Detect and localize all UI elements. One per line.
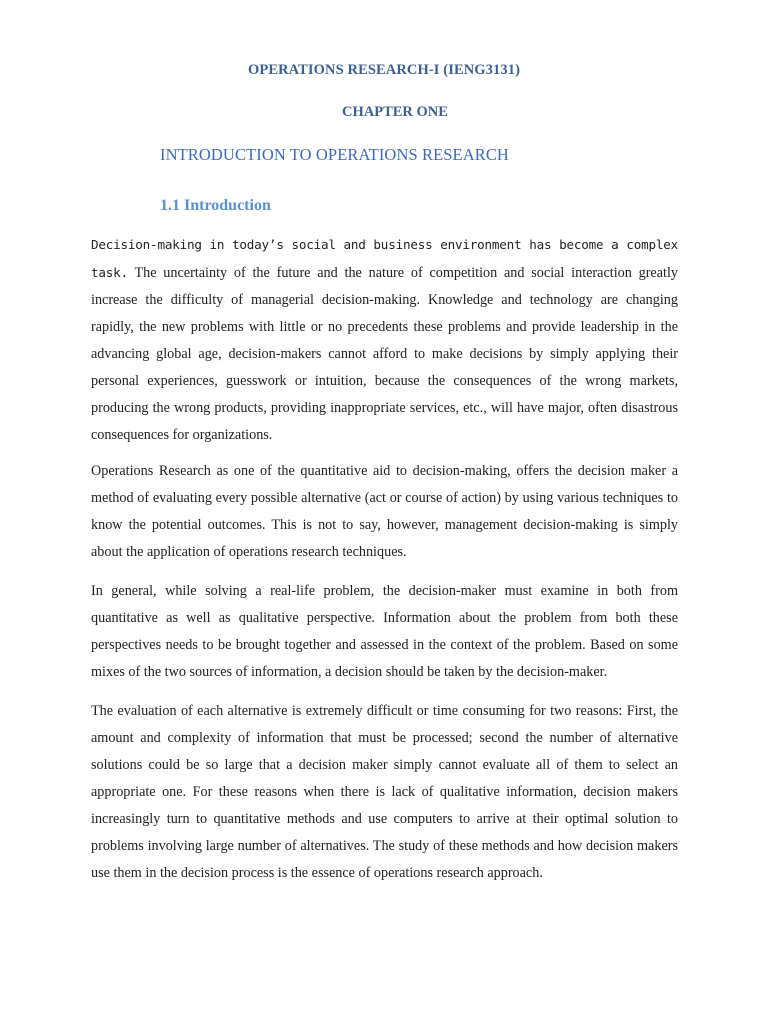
paragraph-4: The evaluation of each alternative is extremely difficult or time consuming for two reasons: First, the amount and complexity of information that must be processed; second the number of alternative solutions could be so large that a decision maker simply cannot evaluate all of them to select an appropriate one. For these reasons when there is lack of qualitative information, decision makers increasingly turn to quantitative methods and use computers to arrive at their optimal solution to problems involving large number of alternatives. The study of these methods and how decision makers use them in the decision process is the essence of operations research approach.: [91, 703, 678, 881]
paragraph-1-text: The uncertainty of the future and the nature of competition and social interaction greatly increase the difficulty of managerial decision-making. Knowledge and technology are changing rapidly, the new problems with little or no precedents these problems and provide leadership in the advancing global age, decision-makers cannot afford to make decisions by simply applying their personal experiences, guesswork or intuition, because the consequences of the wrong markets, producing the wrong products, providing inappropriate services, etc., will have major, often disastrous consequences for organizations.: [91, 265, 678, 443]
paragraph-3: In general, while solving a real-life problem, the decision-maker must examine in both from quantitative as well as qualitative perspective. Information about the problem from both these perspectives needs to be brought together and assessed in the context of the problem. Based on some mixes of the two sources of information, a decision should be taken by the decision-maker.: [91, 583, 678, 680]
section-heading: 1.1 Introduction: [160, 197, 271, 214]
main-heading: INTRODUCTION TO OPERATIONS RESEARCH: [160, 145, 509, 164]
paragraph-1: [91, 231, 678, 449]
paragraph-1-lead: Decision-making in today’s social and business environment has become a complex task.: [91, 237, 678, 280]
course-title: OPERATIONS RESEARCH-I (IENG3131): [247, 62, 521, 78]
paragraph-2: Operations Research as one of the quantitative aid to decision-making, offers the decision maker a method of evaluating every possible alternative (act or course of action) by using various techniques to know the potential outcomes. This is not to say, however, management decision-making is simply about the application of operations research techniques.: [91, 463, 678, 560]
chapter-title: CHAPTER ONE: [342, 104, 448, 120]
